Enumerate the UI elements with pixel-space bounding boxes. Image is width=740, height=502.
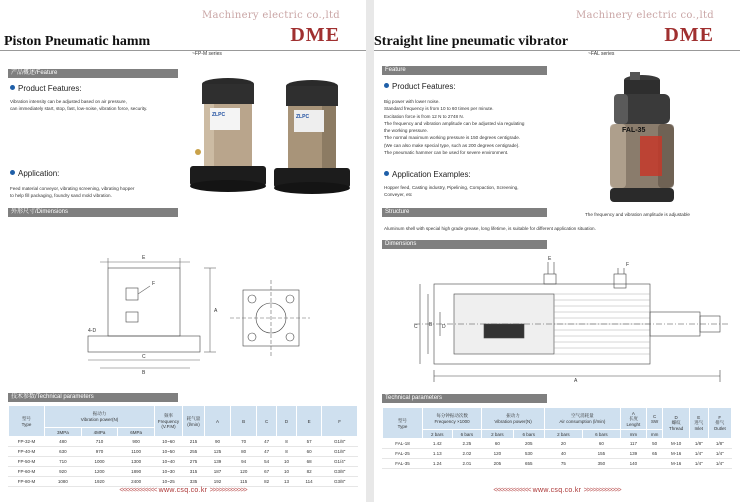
table-cell: 335 bbox=[182, 477, 204, 487]
dim-label-d: 4-D bbox=[88, 328, 97, 334]
col-sub: 6 bars bbox=[452, 430, 482, 439]
table-cell: 139 bbox=[204, 457, 230, 467]
col-text: Outlet bbox=[713, 426, 726, 431]
col-text: Vibration power(N) bbox=[80, 417, 119, 422]
table-cell: 10 bbox=[277, 467, 297, 477]
col-text: 螺纹 bbox=[671, 420, 681, 425]
col-b: B bbox=[231, 406, 257, 437]
table-cell: 115 bbox=[231, 477, 257, 487]
product-features-heading bbox=[384, 82, 456, 91]
table-cell: 1.42 bbox=[423, 439, 453, 449]
table-body bbox=[9, 437, 358, 487]
col-a bbox=[620, 408, 646, 430]
table-cell: 67 bbox=[257, 467, 277, 477]
table-cell: 205 bbox=[482, 459, 513, 469]
table-cell: 10~50 bbox=[154, 447, 182, 457]
parameters-table bbox=[8, 405, 358, 487]
col-e bbox=[690, 408, 709, 439]
table-row bbox=[9, 447, 358, 457]
product-photo bbox=[600, 70, 690, 210]
table-cell: 90 bbox=[204, 437, 230, 447]
feature-line: Vibration intensity can be adjusted based on air pressure, bbox=[10, 99, 127, 104]
table-cell: FAL-25 bbox=[383, 449, 423, 459]
table-cell: 117 bbox=[620, 439, 646, 449]
feature-line: (We can also make special type, such as 200 degrees centigrade). bbox=[384, 142, 520, 148]
table-cell: FP-32-M bbox=[9, 437, 45, 447]
page-title: Piston Pneumatic hamm bbox=[4, 34, 151, 49]
dim-label-f: F bbox=[626, 262, 630, 268]
table-cell: 120 bbox=[231, 467, 257, 477]
application-heading bbox=[384, 170, 471, 179]
col-text: 每分钟振动次数 bbox=[436, 413, 468, 418]
table-cell: 1300 bbox=[118, 457, 155, 467]
col-frequency bbox=[154, 406, 182, 437]
product-features-text bbox=[384, 98, 524, 156]
bullet-icon bbox=[384, 83, 389, 88]
section-feature: 产品概述/Feature bbox=[8, 69, 178, 78]
title-rule bbox=[0, 50, 366, 51]
feature-line: The normal maximum working pressure is 150 degrees centigrade. bbox=[384, 135, 521, 141]
table-cell: M-10 bbox=[663, 439, 690, 449]
col-frequency bbox=[423, 408, 482, 430]
table-cell: 710 bbox=[81, 437, 118, 447]
col-text: 振动力 bbox=[92, 411, 107, 416]
table-cell: 47 bbox=[257, 447, 277, 457]
dim-label-c: C bbox=[142, 354, 146, 360]
bullet-icon bbox=[10, 85, 15, 90]
col-text: Vibration power(N) bbox=[494, 419, 532, 424]
table-cell: 20 bbox=[544, 439, 582, 449]
right-page bbox=[374, 0, 740, 502]
dim-label-a: A bbox=[574, 378, 578, 384]
table-cell: 65 bbox=[646, 449, 662, 459]
col-sub: 4MPa bbox=[81, 428, 118, 437]
col-text: Inlet bbox=[694, 426, 704, 431]
table-cell: 1/8" bbox=[690, 439, 709, 449]
table-cell: 920 bbox=[45, 467, 82, 477]
table-cell: 10~25 bbox=[154, 477, 182, 487]
application-text bbox=[384, 184, 518, 199]
table-cell: 94 bbox=[231, 457, 257, 467]
table-row bbox=[9, 467, 358, 477]
col-text: Type bbox=[397, 423, 408, 429]
table-cell: 40 bbox=[544, 449, 582, 459]
col-air bbox=[544, 408, 620, 430]
col-sub: 3MPa bbox=[45, 428, 82, 437]
col-text: C bbox=[652, 413, 657, 419]
table-cell: 70 bbox=[231, 437, 257, 447]
table-cell: 1890 bbox=[118, 467, 155, 477]
table-cell: 155 bbox=[582, 449, 620, 459]
page-title: Straight line pneumatic vibrator bbox=[374, 34, 569, 49]
table-cell: G3/8" bbox=[322, 477, 358, 487]
product-features-heading bbox=[10, 84, 82, 93]
heading-text: Application Examples: bbox=[392, 170, 471, 179]
table-cell: 125 bbox=[204, 447, 230, 457]
bullet-icon bbox=[384, 171, 389, 176]
col-sub: 6 bars bbox=[513, 430, 544, 439]
dim-label-b: B bbox=[142, 370, 146, 376]
table-cell: 50 bbox=[646, 439, 662, 449]
table-cell: FAL-35 bbox=[383, 459, 423, 469]
table-cell: 480 bbox=[45, 437, 82, 447]
table-cell: 900 bbox=[118, 437, 155, 447]
table-cell: 8 bbox=[277, 437, 297, 447]
col-text: A bbox=[631, 410, 635, 416]
col-text: 振动力 bbox=[506, 413, 520, 418]
feature-line: can immediately start, stop, fast, low-noise, vibration force, security. bbox=[10, 106, 148, 112]
table-cell: 1/4" bbox=[690, 459, 709, 469]
bullet-icon bbox=[10, 170, 15, 175]
table-cell: 80 bbox=[231, 447, 257, 457]
application-line: Feed material conveyor, vibrating screening, vibrating hopper bbox=[10, 186, 135, 191]
col-f: F bbox=[322, 406, 358, 437]
table-cell: G1/8" bbox=[322, 447, 358, 457]
col-text: Thread bbox=[668, 426, 684, 431]
table-row bbox=[9, 477, 358, 487]
feature-line: Big power with lower noise. bbox=[384, 99, 440, 104]
parameters-table bbox=[382, 407, 732, 469]
photo-label: FAL-35 bbox=[622, 127, 646, 134]
feature-line: The frequency and vibration amplitude can be adjusted via regulating bbox=[384, 120, 525, 126]
col-model bbox=[9, 406, 45, 437]
col-text: Air consumption (l/min) bbox=[559, 419, 606, 424]
col-text: 频率 bbox=[163, 413, 173, 418]
dimension-drawing bbox=[80, 250, 320, 380]
table-cell: 192 bbox=[204, 477, 230, 487]
table-cell: 187 bbox=[204, 467, 230, 477]
table-cell: 315 bbox=[182, 467, 204, 477]
col-sub: 6 bars bbox=[582, 430, 620, 439]
table-cell: 54 bbox=[257, 457, 277, 467]
heading-text: Product Features: bbox=[392, 82, 456, 91]
col-force bbox=[45, 406, 155, 428]
table-cell: 970 bbox=[81, 447, 118, 457]
section-structure: Structure bbox=[382, 208, 547, 217]
table-cell: FP-50-M bbox=[9, 457, 45, 467]
table-cell: 1080 bbox=[45, 477, 82, 487]
col-f bbox=[708, 408, 731, 439]
table-cell: 10~30 bbox=[154, 467, 182, 477]
table-cell: 8 bbox=[277, 447, 297, 457]
table-cell: 1/8" bbox=[708, 439, 731, 449]
table-cell: 1/4" bbox=[708, 449, 731, 459]
col-a: A bbox=[204, 406, 230, 437]
product-features-text bbox=[10, 98, 147, 113]
table-cell: 1.24 bbox=[423, 459, 453, 469]
table-row bbox=[9, 437, 358, 447]
product-photo bbox=[190, 74, 360, 199]
footer: <<<<<<<<<<<< www.csq.co.kr >>>>>>>>>>>> bbox=[493, 487, 621, 494]
application-heading bbox=[10, 169, 59, 178]
application-line: to help fill packaging, foundry sand mold vibration. bbox=[10, 193, 112, 199]
col-sub: mm bbox=[646, 430, 662, 439]
col-text: SW bbox=[650, 418, 659, 424]
table-cell: 530 bbox=[513, 449, 544, 459]
table-cell: 350 bbox=[582, 459, 620, 469]
col-text: E bbox=[697, 415, 701, 420]
photo-label: ZLPC bbox=[212, 112, 226, 118]
col-text: 型号 bbox=[398, 417, 407, 423]
table-cell: 255 bbox=[182, 447, 204, 457]
title-rule bbox=[374, 50, 740, 51]
col-text: Type bbox=[21, 421, 32, 427]
table-cell: 82 bbox=[296, 467, 321, 477]
table-cell: 1000 bbox=[81, 457, 118, 467]
col-sub: 2 bars bbox=[544, 430, 582, 439]
table-cell: 2.02 bbox=[452, 449, 482, 459]
col-text: Frequency (V.P.M) bbox=[157, 419, 180, 429]
footer-url: www.csq.co.kr bbox=[532, 487, 582, 494]
table-cell: M-16 bbox=[663, 459, 690, 469]
table-cell: 1/4" bbox=[708, 459, 731, 469]
application-text bbox=[10, 185, 134, 200]
photo-caption: The frequency and vibration amplitude is adjustable bbox=[585, 212, 690, 217]
table-cell: 114 bbox=[296, 477, 321, 487]
col-text: 空气消耗量 bbox=[571, 413, 594, 418]
col-d bbox=[663, 408, 690, 439]
table-cell: 630 bbox=[45, 447, 82, 457]
table-cell: 13 bbox=[277, 477, 297, 487]
footer-url: www.csq.co.kr bbox=[158, 487, 208, 494]
table-row bbox=[383, 449, 732, 459]
table-cell: 215 bbox=[182, 437, 204, 447]
col-model bbox=[383, 408, 423, 439]
table-cell: 75 bbox=[544, 459, 582, 469]
heading-text: Product Features: bbox=[18, 84, 82, 93]
col-text: 长度 bbox=[628, 415, 638, 421]
table-cell: 47 bbox=[257, 437, 277, 447]
table-cell: 82 bbox=[257, 477, 277, 487]
feature-line: the working pressure. bbox=[384, 128, 428, 134]
table-cell: 2.25 bbox=[452, 439, 482, 449]
hammer-unit-1 bbox=[190, 78, 266, 192]
feature-line: Standard frequency is from 10 to 60 times per minute. bbox=[384, 106, 494, 112]
col-d: D bbox=[277, 406, 297, 437]
dim-label-e: E bbox=[548, 256, 552, 262]
table-cell: M-16 bbox=[663, 449, 690, 459]
table-cell: 205 bbox=[513, 439, 544, 449]
col-text: F bbox=[718, 415, 722, 420]
col-c: C bbox=[257, 406, 277, 437]
col-text: D bbox=[674, 415, 678, 420]
left-page bbox=[0, 0, 366, 502]
table-cell: 60 bbox=[482, 439, 513, 449]
photo-label: ZLPC bbox=[296, 114, 310, 120]
table-cell: 655 bbox=[513, 459, 544, 469]
hammer-unit-2 bbox=[274, 80, 350, 194]
table-row bbox=[383, 439, 732, 449]
table-row bbox=[9, 457, 358, 467]
col-air: 耗气量 (l/min) bbox=[182, 406, 204, 437]
heading-text: Application: bbox=[18, 169, 60, 178]
dme-logo: DME bbox=[290, 24, 340, 46]
table-row bbox=[383, 459, 732, 469]
dim-label-b: B bbox=[429, 322, 433, 328]
section-technical: 技术参数/Technical parameters bbox=[8, 393, 178, 402]
table-cell: 2400 bbox=[118, 477, 155, 487]
dme-logo: DME bbox=[664, 24, 714, 46]
table-cell: 2.01 bbox=[452, 459, 482, 469]
table-body bbox=[383, 439, 732, 469]
table-cell: 1/4" bbox=[690, 449, 709, 459]
table-cell: FAL-18 bbox=[383, 439, 423, 449]
col-force bbox=[482, 408, 545, 430]
feature-line: Excitation force is from 12 N to 2748 N. bbox=[384, 113, 464, 119]
col-text: Frequency ×1000 bbox=[434, 419, 470, 424]
structure-text: Aluminum shell with special high grade grease, long lifetime, is suitable for different application situation. bbox=[384, 226, 596, 231]
application-line: Conveyer, etc bbox=[384, 192, 413, 198]
application-line: Hopper feed, Casting industry, Pipelining, Compaction, Screening, bbox=[384, 185, 519, 190]
col-text: 型号 bbox=[22, 415, 31, 421]
footer: <<<<<<<<<<<< www.csq.co.kr >>>>>>>>>>>> bbox=[119, 487, 247, 494]
section-dimensions: 外形尺寸/Dimensions bbox=[8, 208, 178, 217]
table-cell bbox=[646, 459, 662, 469]
table-cell: 10 bbox=[277, 457, 297, 467]
table-cell: 68 bbox=[296, 457, 321, 467]
table-cell: FP-80-M bbox=[9, 477, 45, 487]
series-label: ~FAL series bbox=[588, 51, 615, 57]
table-cell: 120 bbox=[482, 449, 513, 459]
table-cell: FP-40-M bbox=[9, 447, 45, 457]
col-sub: 2 bars bbox=[423, 430, 453, 439]
col-e: E bbox=[296, 406, 321, 437]
dim-label-e: E bbox=[142, 255, 146, 261]
table-cell: 60 bbox=[296, 447, 321, 457]
table-cell: 1100 bbox=[118, 447, 155, 457]
col-sub: mm bbox=[620, 430, 646, 439]
table-cell: 57 bbox=[296, 437, 321, 447]
table-cell: 139 bbox=[620, 449, 646, 459]
col-text: Lenght bbox=[626, 421, 641, 427]
section-dimensions: Dimensions bbox=[382, 240, 547, 249]
col-c bbox=[646, 408, 662, 430]
col-sub: 2 bars bbox=[482, 430, 513, 439]
dimension-drawing bbox=[414, 254, 734, 384]
col-sub: 6MPa bbox=[118, 428, 155, 437]
table-cell: 140 bbox=[620, 459, 646, 469]
table-cell: 10~40 bbox=[154, 457, 182, 467]
table-cell: 275 bbox=[182, 457, 204, 467]
dim-label-d: D bbox=[442, 324, 446, 330]
brand-name: Machinery electric co.,ltd bbox=[201, 10, 340, 21]
section-feature: Feature bbox=[382, 66, 547, 75]
col-text: 进气 bbox=[694, 420, 704, 425]
section-technical: Technical parameters bbox=[382, 394, 547, 403]
table-cell: G1/8" bbox=[322, 437, 358, 447]
dim-label-c: C bbox=[414, 324, 418, 330]
table-cell: 60 bbox=[582, 439, 620, 449]
table-cell: 1200 bbox=[81, 467, 118, 477]
col-text: 排气 bbox=[715, 420, 725, 425]
table-cell: 1.13 bbox=[423, 449, 453, 459]
table-cell: FP-60-M bbox=[9, 467, 45, 477]
table-cell: G3/8" bbox=[322, 467, 358, 477]
page-gutter bbox=[366, 0, 374, 502]
table-cell: 1920 bbox=[81, 477, 118, 487]
series-label: ~FP-M series bbox=[192, 51, 222, 57]
dim-label-f: F bbox=[152, 281, 156, 287]
table-cell: 10~60 bbox=[154, 437, 182, 447]
feature-line: The pneumatic hammer can be used for severe environment. bbox=[384, 150, 509, 156]
table-cell: 710 bbox=[45, 457, 82, 467]
table-cell: G1/4" bbox=[322, 457, 358, 467]
brand-name: Machinery electric co.,ltd bbox=[575, 10, 714, 21]
dim-label-a: A bbox=[214, 308, 218, 314]
